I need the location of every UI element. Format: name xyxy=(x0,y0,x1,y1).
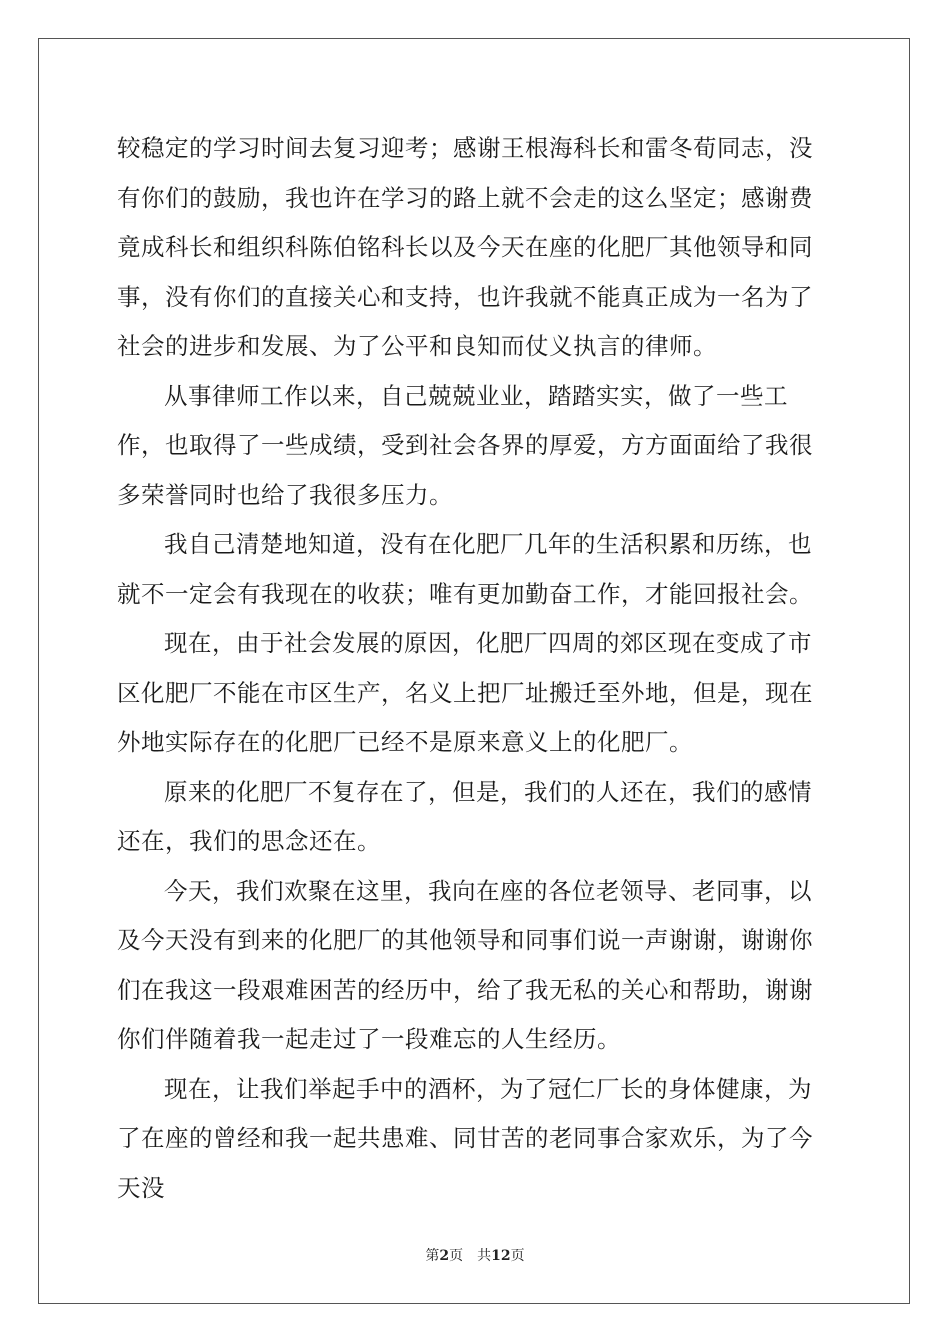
paragraph-2: 从事律师工作以来，自己兢兢业业，踏踏实实，做了一些工作，也取得了一些成绩，受到社会各界的厚爱，方方面面给了我很多荣誉同时也给了我很多压力。 xyxy=(117,381,813,509)
paragraph-6: 今天，我们欢聚在这里，我向在座的各位老领导、老同事，以及今天没有到来的化肥厂的其他领导和同事们说一声谢谢，谢谢你们在我这一段艰难困苦的经历中，给了我无私的关心和帮助，谢谢你们伴随着我一起走过了一段难忘的人生经历。 xyxy=(117,876,813,1053)
page-prefix: 第 xyxy=(425,1248,440,1264)
paragraph-5: 原来的化肥厂不复存在了，但是，我们的人还在，我们的感情还在，我们的思念还在。 xyxy=(117,777,812,855)
total-indicator xyxy=(477,1248,524,1264)
paragraph-1: 较稳定的学习时间去复习迎考；感谢王根海科长和雷冬荀同志，没有你们的鼓励，我也许在学习的路上就不会走的这么坚定；感谢费竟成科长和组织科陈伯铭科长以及今天在座的化肥厂其他领导和同事，没有你们的直接关心和支持，也许我就不能真正成为一名为了社会的进步和发展、为了公平和良知而仗义执言的律师。 xyxy=(117,134,813,360)
total-pages: 12 xyxy=(491,1248,511,1264)
document-body xyxy=(117,124,833,1213)
page-footer xyxy=(0,1247,950,1265)
paragraph-3: 我自己清楚地知道，没有在化肥厂几年的生活积累和历练，也就不一定会有我现在的收获；唯有更加勤奋工作，才能回报社会。 xyxy=(117,530,813,608)
paragraph-7: 现在，让我们举起手中的酒杯，为了冠仁厂长的身体健康，为了在座的曾经和我一起共患难、同甘苦的老同事合家欢乐，为了今天没 xyxy=(117,1074,813,1202)
total-prefix: 共 xyxy=(477,1248,492,1264)
page-suffix: 页 xyxy=(449,1248,464,1264)
paragraph-4: 现在，由于社会发展的原因，化肥厂四周的郊区现在变成了市区化肥厂不能在市区生产，名义上把厂址搬迁至外地，但是，现在外地实际存在的化肥厂已经不是原来意义上的化肥厂。 xyxy=(117,629,813,756)
page-indicator xyxy=(425,1248,463,1264)
total-suffix: 页 xyxy=(510,1248,525,1264)
page-number: 2 xyxy=(439,1248,450,1264)
